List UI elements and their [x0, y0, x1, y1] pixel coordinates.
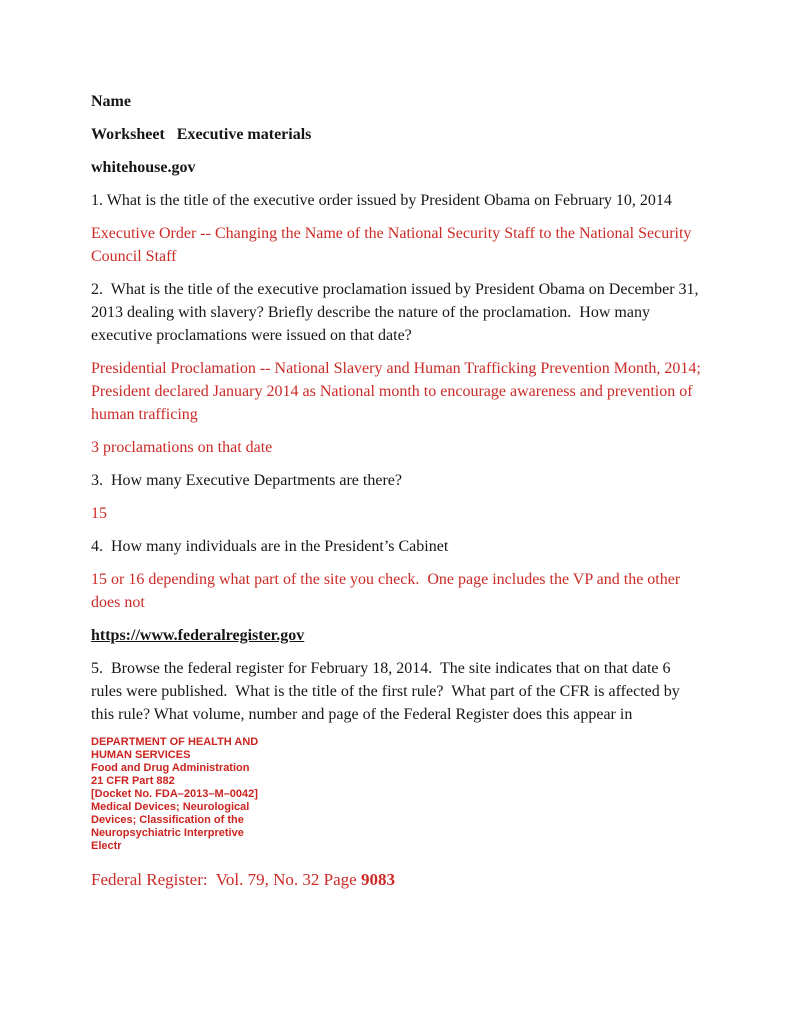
document-content — [91, 90, 704, 901]
rule-line: 21 CFR Part 882 — [91, 775, 175, 787]
answer-3: 15 — [91, 505, 107, 522]
rule-line: [Docket No. FDA–2013–M–0042] — [91, 788, 258, 800]
federal-register-citation-text: Federal Register: Vol. 79, No. 32 Page — [91, 870, 361, 889]
federal-register-page-number: 9083 — [360, 870, 395, 889]
question-5: 5. Browse the federal register for February 18, 2014. The site indicates that on that date 6 rules were published. What is the title of the first rule? What part of the CFR is affected by this rule? What volume, number and page of the Federal Register does this appear in — [91, 660, 684, 723]
answer-4: 15 or 16 depending what part of the site you check. One page includes the VP and the other does not — [91, 571, 685, 611]
rule-line: Devices; Classification of the — [91, 814, 244, 826]
federalregister-link-paragraph — [91, 624, 704, 647]
rule-title-block — [91, 736, 704, 853]
federalregister-url-link[interactable]: https://www.federalregister.gov — [91, 627, 305, 644]
answer-2: Presidential Proclamation -- National Slavery and Human Trafficking Prevention Month, 2014; President declared January 2014 as National month to encourage awareness and prevention of human trafficing — [91, 360, 705, 423]
answer-2-count: 3 proclamations on that date — [91, 439, 273, 456]
rule-line: Neuropsychiatric Interpretive — [91, 827, 244, 839]
rule-line: DEPARTMENT OF HEALTH AND — [91, 736, 259, 748]
name-heading: Name — [91, 93, 131, 110]
question-3: 3. How many Executive Departments are there? — [91, 472, 402, 489]
rule-line: Medical Devices; Neurological — [91, 801, 250, 813]
rule-line: Electr — [91, 840, 122, 852]
rule-line: Food and Drug Administration — [91, 762, 250, 774]
question-1: 1. What is the title of the executive order issued by President Obama on February 10, 2014 — [91, 192, 672, 209]
worksheet-title: Worksheet Executive materials — [91, 126, 312, 143]
whitehouse-site-heading: whitehouse.gov — [91, 159, 196, 176]
question-2: 2. What is the title of the executive proclamation issued by President Obama on December 31, 2013 dealing with slavery? Briefly describe the nature of the proclamation. How many executive proclamations were issued on that date? — [91, 281, 703, 344]
question-4: 4. How many individuals are in the President’s Cabinet — [91, 538, 449, 555]
rule-line: HUMAN SERVICES — [91, 749, 191, 761]
federal-register-citation — [91, 868, 704, 891]
answer-1: Executive Order -- Changing the Name of the National Security Staff to the National Security Council Staff — [91, 225, 696, 265]
